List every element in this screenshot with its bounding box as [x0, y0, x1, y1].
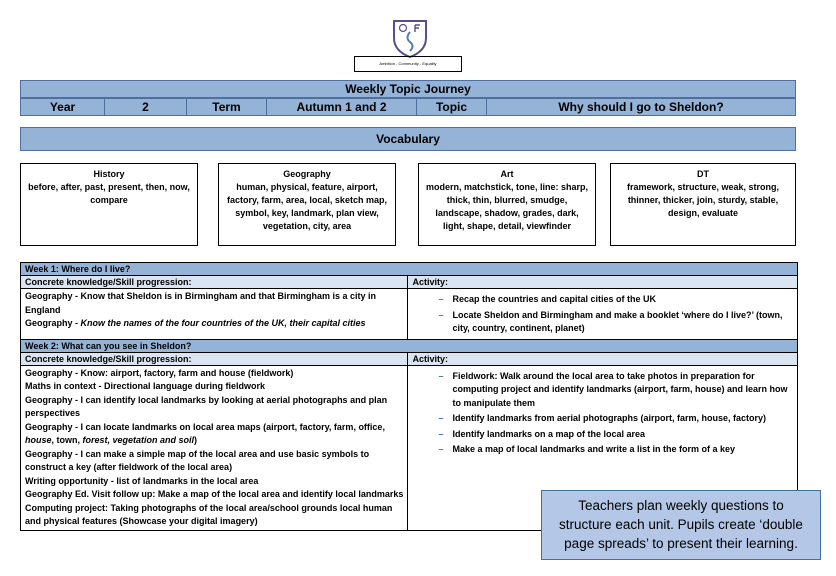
knowledge-item: Geography - Know: airport, factory, farm and house (fieldwork) — [25, 367, 294, 378]
knowledge-italic: forest, vegetation and soil — [82, 435, 195, 445]
knowledge-text: ) — [194, 435, 198, 445]
activity-item: – Recap the countries and capital cities of the UK — [452, 293, 793, 307]
knowledge-item: Geography - I can identify local landmarks by looking at aerial photographs and plan perspectives — [25, 394, 388, 418]
week1-knowledge-cell — [21, 289, 408, 340]
topic-info-row — [20, 98, 796, 116]
topic-journey-title: Weekly Topic Journey — [20, 80, 796, 98]
year-value: 2 — [105, 99, 187, 115]
knowledge-text: , town, — [51, 435, 83, 445]
week1-knowledge-header: Concrete knowledge/Skill progression: — [21, 276, 408, 289]
week2-header-row — [21, 339, 798, 352]
activity-item: – Locate Sheldon and Birmingham and make a booklet ‘where do I live?’ (town, city, country, continent, planet) — [452, 309, 793, 336]
vocab-heading: History — [93, 169, 125, 179]
knowledge-item: Geography - Know that Sheldon is in Birmingham and that Birmingham is a city in England — [25, 291, 377, 315]
vocabulary-title: Vocabulary — [20, 127, 796, 151]
vocab-box-history — [20, 163, 198, 246]
week2-title: Week 2: What can you see in Sheldon? — [21, 339, 798, 352]
knowledge-item: Writing opportunity - list of landmarks in the local area — [25, 475, 259, 486]
vocab-box-art — [418, 163, 596, 246]
vocab-words: human, physical, feature, airport, factory, farm, area, local, sketch map, symbol, key, landmark, plan view, vegetation, city, area — [227, 182, 387, 231]
knowledge-item — [25, 317, 403, 331]
week1-subheader-row — [21, 276, 798, 289]
week1-activity-cell — [408, 289, 798, 340]
week1-title: Week 1: Where do I live? — [21, 263, 798, 276]
topic-label: Topic — [417, 99, 487, 115]
vocab-words: modern, matchstick, tone, line: sharp, thick, thin, blurred, smudge, landscape, shadow, grades, dark, light, shape, detail, viewfinder — [425, 182, 589, 231]
teacher-note-callout: Teachers plan weekly questions to structure each unit. Pupils create ‘double page spreads’ to present their learning. — [541, 490, 821, 560]
knowledge-item — [25, 421, 403, 448]
topic-value: Why should I go to Sheldon? — [558, 100, 724, 114]
week1-activity-header: Activity: — [408, 276, 798, 289]
activity-item: – Fieldwork: Walk around the local area to take photos in preparation for computing project and identify landmarks (airport, farm, house) and learn how to manipulate them — [452, 370, 793, 411]
motto-box: Ambition - Community - Equality — [354, 56, 462, 72]
activity-item: – Identify landmarks on a map of the local area — [452, 428, 793, 442]
activity-item: – Make a map of local landmarks and write a list in the form of a key — [452, 443, 793, 457]
knowledge-item: Computing project: Taking photographs of the local area/school grounds local human and physical features (Showcase your digital imagery) — [25, 502, 393, 526]
week2-subheader-row — [21, 352, 798, 365]
activity-item: – Identify landmarks from aerial photographs (airport, farm, house, factory) — [452, 412, 793, 426]
week2-activity-header: Activity: — [408, 352, 798, 365]
week1-header-row — [21, 263, 798, 276]
vocab-words: before, after, past, present, then, now, compare — [28, 182, 190, 205]
knowledge-item: Geography - I can make a simple map of the local area and use basic symbols to construct a key (after fieldwork of the local area) — [25, 448, 370, 472]
term-value: Autumn 1 and 2 — [267, 99, 417, 115]
knowledge-item: Geography Ed. Visit follow up: Make a map of the local area and identify local landmarks — [25, 489, 404, 499]
vocab-box-geography — [218, 163, 396, 246]
school-crest-logo — [390, 18, 430, 58]
knowledge-italic: house — [25, 435, 52, 445]
vocab-heading: DT — [697, 169, 709, 179]
knowledge-prefix: Geography - — [25, 318, 81, 328]
vocab-words: framework, structure, weak, strong, thinner, thicker, join, sturdy, stable, design, evaluate — [626, 182, 780, 218]
vocab-heading: Geography — [283, 169, 331, 179]
week2-knowledge-header: Concrete knowledge/Skill progression: — [21, 352, 408, 365]
week2-knowledge-cell — [21, 365, 408, 530]
term-label: Term — [187, 99, 267, 115]
vocab-box-dt — [610, 163, 796, 246]
vocab-heading: Art — [500, 169, 514, 179]
year-label: Year — [21, 99, 105, 115]
knowledge-text: Geography - I can locate landmarks on local area maps (airport, factory, farm, office, — [25, 421, 385, 432]
knowledge-item: Maths in context - Directional language during fieldwork — [25, 381, 266, 391]
week1-content-row — [21, 289, 798, 340]
knowledge-italic: Know the names of the four countries of the UK, their capital cities — [80, 318, 366, 328]
